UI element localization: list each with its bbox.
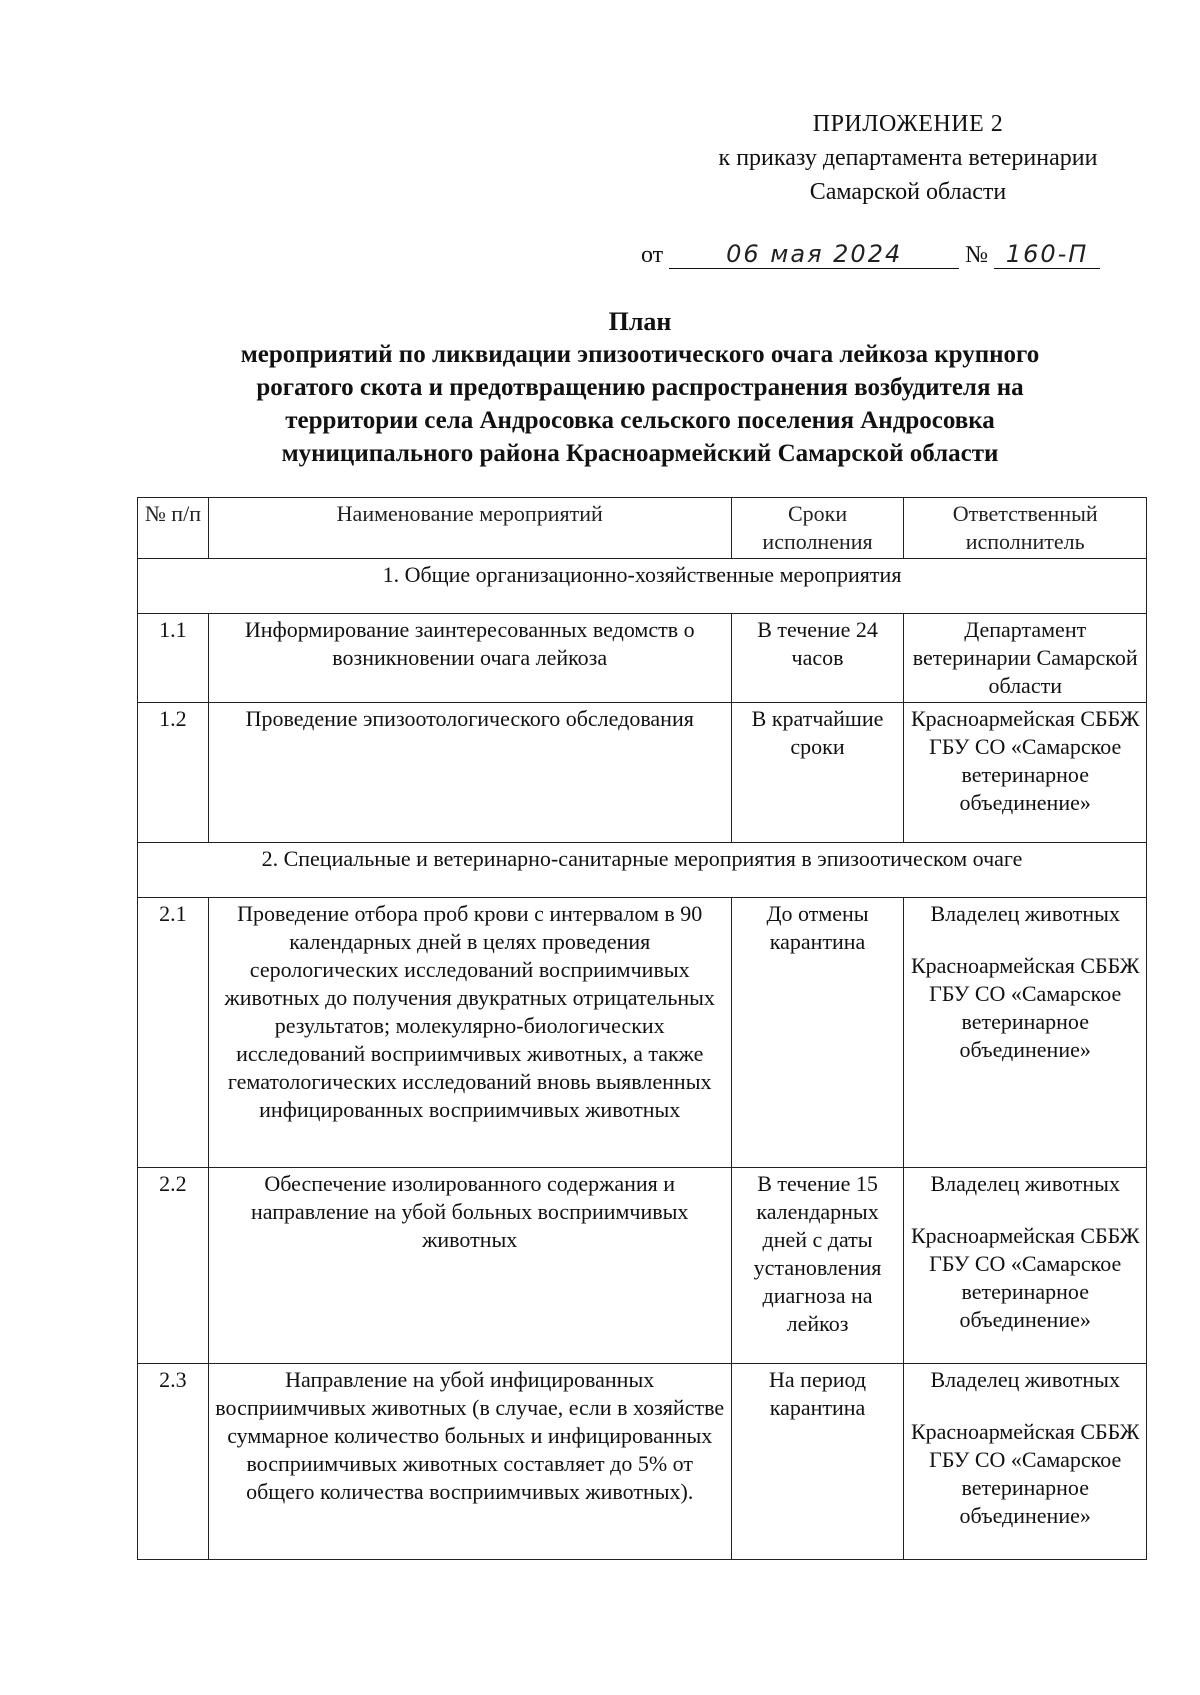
row-term: В течение 15 календарных дней с даты установления диагноза на лейкоз: [731, 1168, 904, 1364]
section-row-2: [138, 843, 1147, 898]
header-term: Сроки исполнения: [731, 498, 904, 559]
row-num: 2.1: [138, 898, 209, 1168]
from-label: от: [641, 242, 664, 268]
handwritten-date: 06 мая 2024: [669, 240, 959, 269]
row-responsible: [904, 1364, 1147, 1560]
plan-table: [137, 497, 1147, 1560]
header-responsible: Ответственный исполнитель: [904, 498, 1147, 559]
row-responsible: [904, 1168, 1147, 1364]
plan-subtitle-line-4: муниципального района Красноармейский Самарской области: [281, 440, 999, 467]
row-name: Обеспечение изолированного содержания и направление на убой больных восприимчивых животных: [208, 1168, 731, 1364]
responsible-primary: Владелец животных: [930, 1171, 1120, 1196]
row-responsible: [904, 703, 1147, 843]
number-label: №: [965, 242, 989, 268]
row-num: 2.2: [138, 1168, 209, 1364]
responsible-primary: Красноармейская СББЖ ГБУ СО «Самарское ветеринарное объединение»: [910, 706, 1140, 815]
appendix-header: [668, 107, 1148, 209]
section-title-2: 2. Специальные и ветеринарно-санитарные мероприятия в эпизоотическом очаге: [138, 843, 1147, 898]
header-name: Наименование мероприятий: [208, 498, 731, 559]
responsible-primary: Департамент ветеринарии Самарской области: [912, 617, 1138, 698]
row-name: Проведение отбора проб крови с интервалом в 90 календарных дней в целях проведения серологических исследований восприимчивых животных до получения двукратных отрицательных результатов; молекулярно-биологических исследований восприимчивых животных, а также гематологических исследований вновь выявленных инфицированных восприимчивых животных: [208, 898, 731, 1168]
appendix-title: ПРИЛОЖЕНИЕ 2: [812, 111, 1004, 137]
plan-title: [130, 305, 1150, 470]
table-row: [138, 898, 1147, 1168]
row-term: На период карантина: [731, 1364, 904, 1560]
section-title-1: 1. Общие организационно-хозяйственные мероприятия: [138, 559, 1147, 614]
responsible-secondary: Красноармейская СББЖ ГБУ СО «Самарское ветеринарное объединение»: [910, 953, 1140, 1062]
plan-subtitle-line-1: мероприятий по ликвидации эпизоотического очага лейкоза крупного: [240, 341, 1040, 368]
row-num: 1.1: [138, 614, 209, 703]
appendix-line-2: Самарской области: [809, 179, 1007, 205]
row-name: Проведение эпизоотологического обследования: [208, 703, 731, 843]
plan-heading: План: [608, 307, 672, 336]
section-row-1: [138, 559, 1147, 614]
table-row: [138, 1168, 1147, 1364]
plan-subtitle-line-3: территории села Андросовка сельского поселения Андросовка: [285, 407, 995, 434]
plan-subtitle-line-2: рогатого скота и предотвращению распространения возбудителя на: [256, 374, 1024, 401]
row-num: 2.3: [138, 1364, 209, 1560]
responsible-primary: Владелец животных: [930, 901, 1120, 926]
responsible-secondary: Красноармейская СББЖ ГБУ СО «Самарское ветеринарное объединение»: [910, 1223, 1140, 1332]
table-row: [138, 614, 1147, 703]
table-row: [138, 703, 1147, 843]
row-num: 1.2: [138, 703, 209, 843]
responsible-secondary: Красноармейская СББЖ ГБУ СО «Самарское ветеринарное объединение»: [910, 1419, 1140, 1528]
row-term: До отмены карантина: [731, 898, 904, 1168]
table-row: [138, 1364, 1147, 1560]
appendix-line-1: к приказу департамента ветеринарии: [718, 145, 1098, 171]
responsible-primary: Владелец животных: [930, 1367, 1120, 1392]
header-num: № п/п: [138, 498, 209, 559]
order-date-line: [641, 240, 1100, 269]
table-header-row: [138, 498, 1147, 559]
row-responsible: [904, 898, 1147, 1168]
row-term: В течение 24 часов: [731, 614, 904, 703]
handwritten-number: 160-П: [994, 240, 1100, 269]
row-name: Направление на убой инфицированных восприимчивых животных (в случае, если в хозяйстве суммарное количество больных и инфицированных восприимчивых животных составляет до 5% от общего количества восприимчивых животных).: [208, 1364, 731, 1560]
row-term: В кратчайшие сроки: [731, 703, 904, 843]
row-responsible: [904, 614, 1147, 703]
row-name: Информирование заинтересованных ведомств о возникновении очага лейкоза: [208, 614, 731, 703]
